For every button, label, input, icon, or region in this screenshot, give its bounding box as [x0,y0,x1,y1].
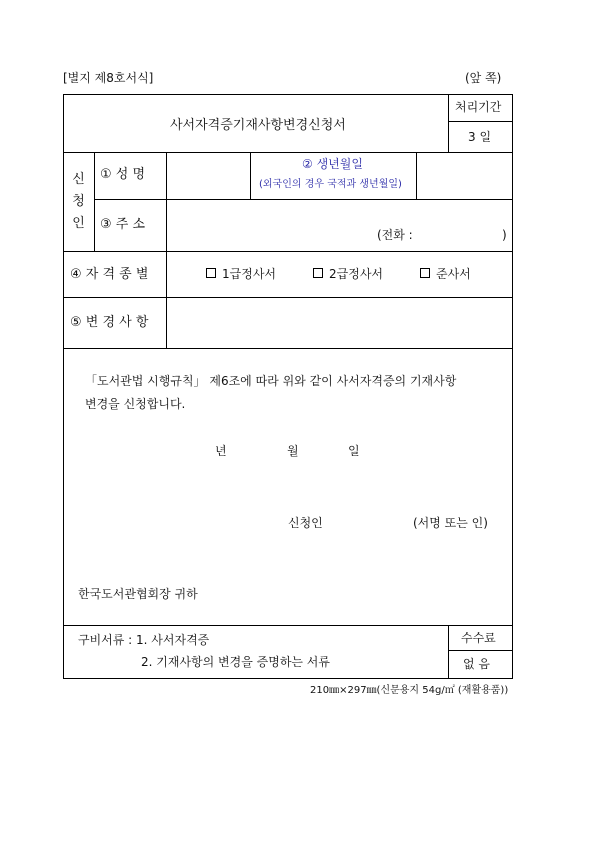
applicant-group-label [63,152,94,251]
name-field[interactable] [167,153,249,198]
checkbox-icon[interactable] [420,268,430,278]
divider [448,650,513,651]
divider [448,625,449,679]
form-title: 사서자격증기재사항변경신청서 [170,118,346,133]
statement-line-2: 변경을 신청합니다. [85,397,186,411]
changes-field[interactable] [167,298,512,347]
address-field[interactable] [167,200,512,250]
processing-period-value: 3 일 [468,130,492,144]
checkbox-icon[interactable] [206,268,216,278]
dob-note: (외국인의 경우 국적과 생년월일) [259,179,402,190]
address-label: ③ 주 소 [100,217,146,232]
qualification-option-3-label: 준사서 [436,267,471,281]
qualification-label: ④ 자 격 종 별 [70,267,149,282]
divider [448,121,513,122]
signature-note: (서명 또는 인) [413,516,488,530]
divider [63,251,513,252]
statement-line-1: 「도서관법 시행규칙」 제6조에 따라 위와 같이 사서자격증의 기재사항 [85,374,457,388]
date-day: 일 [348,444,360,458]
fee-label: 수수료 [461,631,496,645]
divider [250,152,251,199]
required-documents-item-2: 2. 기재사항의 변경을 증명하는 서류 [141,655,330,669]
qualification-option-2-label: 2급정사서 [329,267,384,281]
dob-label: ② 생년월일 [302,157,363,171]
phone-label: (전화 : [377,228,413,242]
qualification-option-1-label: 1급정사서 [222,267,277,281]
dob-field[interactable] [417,153,512,198]
divider [448,94,449,152]
checkbox-icon[interactable] [313,268,323,278]
applicant-signature-label: 신청인 [288,516,323,530]
processing-period-label: 처리기간 [455,100,502,114]
page-side-label: (앞 쪽) [465,71,502,85]
name-label: ① 성 명 [100,167,146,182]
recipient: 한국도서관협회장 귀하 [78,587,198,601]
paper-spec: 210㎜×297㎜(신문용지 54g/㎡ (재활용품)) [310,685,509,696]
changes-label: ⑤ 변 경 사 항 [70,315,149,330]
qualification-option-1[interactable] [206,268,276,280]
qualification-option-2[interactable] [313,268,383,280]
date-year: 년 [215,444,227,458]
divider [63,625,513,626]
date-month: 월 [287,444,299,458]
required-documents-label: 구비서류 : 1. 사서자격증 [78,633,210,647]
phone-close: ) [502,228,507,242]
divider [63,348,513,349]
qualification-option-3[interactable] [420,268,471,280]
form-number: [별지 제8호서식] [63,71,154,85]
fee-value: 없 음 [463,657,490,671]
applicant-group-text: 신 청 인 [72,171,85,231]
divider [94,152,95,251]
